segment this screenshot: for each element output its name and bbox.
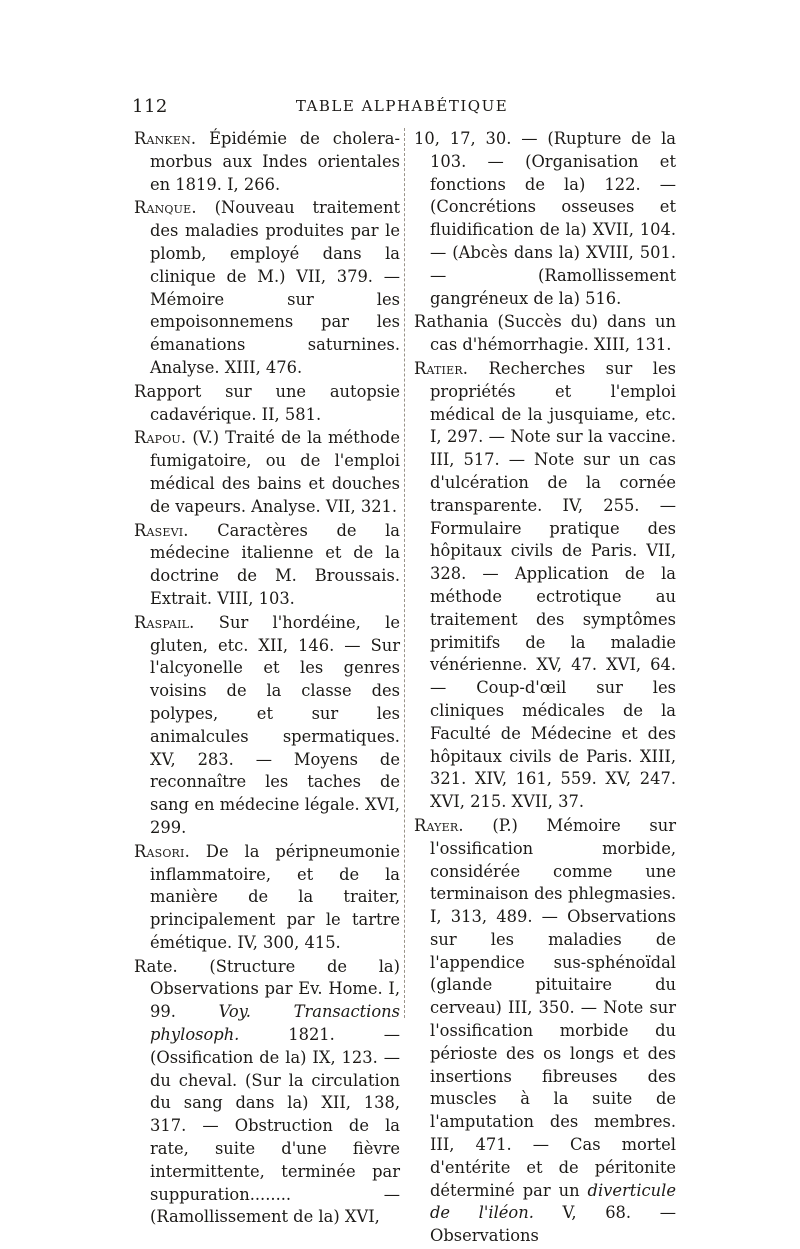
index-entry — [134, 128, 400, 196]
entry-text: Rapport sur une autopsie cadavérique. II, 581. — [134, 381, 400, 424]
entry-headword: Ranque. — [134, 198, 197, 218]
index-entry — [134, 197, 400, 379]
entry-headword: Ranken. — [134, 129, 197, 148]
entry-text: (V.) Traité de la méthode fumigatoire, ou de l'emploi médical des bains et douches de vapeurs. Analyse. VII, 321. — [150, 428, 400, 516]
index-entry — [414, 815, 676, 1248]
running-title: TABLE ALPHABÉTIQUE — [295, 97, 509, 115]
entry-text: Rathania (Succès du) dans un cas d'hémorrhagie. XIII, 131. — [414, 312, 676, 355]
entry-headword: Raspail. — [134, 612, 195, 632]
entry-headword: Rasevi. — [134, 520, 189, 540]
entry-text-continued: 1821. — (Ossification de la) IX, 123. — du cheval. (Sur la circulation du sang dans la) XII, 138, 317. — Obstruction de la rate, suite d'une fièvre intermittente, terminée par suppuration........ — (Ramollissement de la) XVI, — [150, 1025, 400, 1227]
index-entry — [134, 841, 400, 955]
entry-headword: Rasori. — [134, 841, 190, 861]
right-column — [414, 128, 676, 1249]
index-entry — [134, 381, 400, 427]
entry-italic-text: Voy. Transactions phylosoph. — [150, 1002, 400, 1045]
index-entry — [134, 520, 400, 611]
entry-text-continued: V, 68. — Observations — [430, 1203, 676, 1246]
entry-headword: Ratier. — [414, 358, 469, 378]
entry-text: (P.) Mémoire sur l'ossification morbide, considérée comme une terminaison des phlegmasies. I, 313, 489. — Observations sur les maladies de l'appendice sus-sphénoïdal (glande pituitaire du cerveau) III, 350. — Note sur l'ossification morbide du périoste des os longs et des insertions fibreuses des muscles à la suite de l'amputation des membres. III, 471. — Cas mortel d'entérite et de péritonite déterminé par un — [430, 815, 676, 1200]
index-entry — [134, 956, 400, 1230]
index-entry — [414, 311, 676, 357]
entry-text: Épidémie de cholera-morbus aux Indes orientales en 1819. I, 266. — [150, 129, 400, 194]
page-number: 112 — [132, 96, 168, 117]
entry-headword: Rapou. — [134, 428, 187, 448]
entry-italic-text: diverticule de l'iléon. — [430, 1180, 676, 1223]
entry-text: (Nouveau traitement des maladies produites par le plomb, employé dans la clinique de M.) VII, 379. — Mémoire sur les empoisonnemens par les émanations saturnines. Analyse. XIII, 476. — [150, 198, 400, 377]
page-header — [132, 96, 672, 120]
left-column — [134, 128, 400, 1230]
entry-text: Rate. (Structure de la) Observations par Ev. Home. I, 99. — [134, 956, 400, 1022]
column-divider — [404, 128, 406, 1018]
index-entry — [134, 427, 400, 518]
entry-text: Sur l'hordéine, le gluten, etc. XII, 146. — Sur l'alcyonelle et les genres voisins de la classe des polypes, et sur les animalcules spermatiques. XV, 283. — Moyens de reconnaître les taches de sang en médecine légale. XVI, 299. — [150, 612, 400, 837]
index-entry — [134, 612, 400, 840]
entry-text: 10, 17, 30. — (Rupture de la 103. — (Organisation et fonctions de la) 122. — (Concrétions osseuses et fluidification de la) XVII, 104. — (Abcès dans la) XVIII, 501. — (Ramollissement gangréneux de la) 516. — [414, 129, 676, 308]
entry-text: De la péripneumonie inflammatoire, et de la manière de la traiter, principalement par le tartre émétique. IV, 300, 415. — [150, 841, 400, 952]
entry-headword: Rayer. — [414, 815, 464, 835]
entry-text: Caractères de la médecine italienne et de la doctrine de M. Broussais. Extrait. VIII, 103. — [150, 520, 400, 608]
index-entry — [414, 128, 676, 310]
index-entry — [414, 358, 676, 814]
entry-text: Recherches sur les propriétés et l'emploi médical de la jusquiame, etc. I, 297. — Note sur la vaccine. III, 517. — Note sur un cas d'ulcération de la cornée transparente. IV, 255. — Formulaire pratique des hôpitaux civils de Paris. VII, 328. — Application de la méthode ectrotique au traitement des symptômes primitifs de la maladie vénérienne. XV, 47. XVI, 64. — Coup-d'œil sur les cliniques médicales de la Faculté de Médecine et des hôpitaux civils de Paris. XIII, 321. XIV, 161, 559. XV, 247. XVI, 215. XVII, 37. — [430, 358, 676, 812]
